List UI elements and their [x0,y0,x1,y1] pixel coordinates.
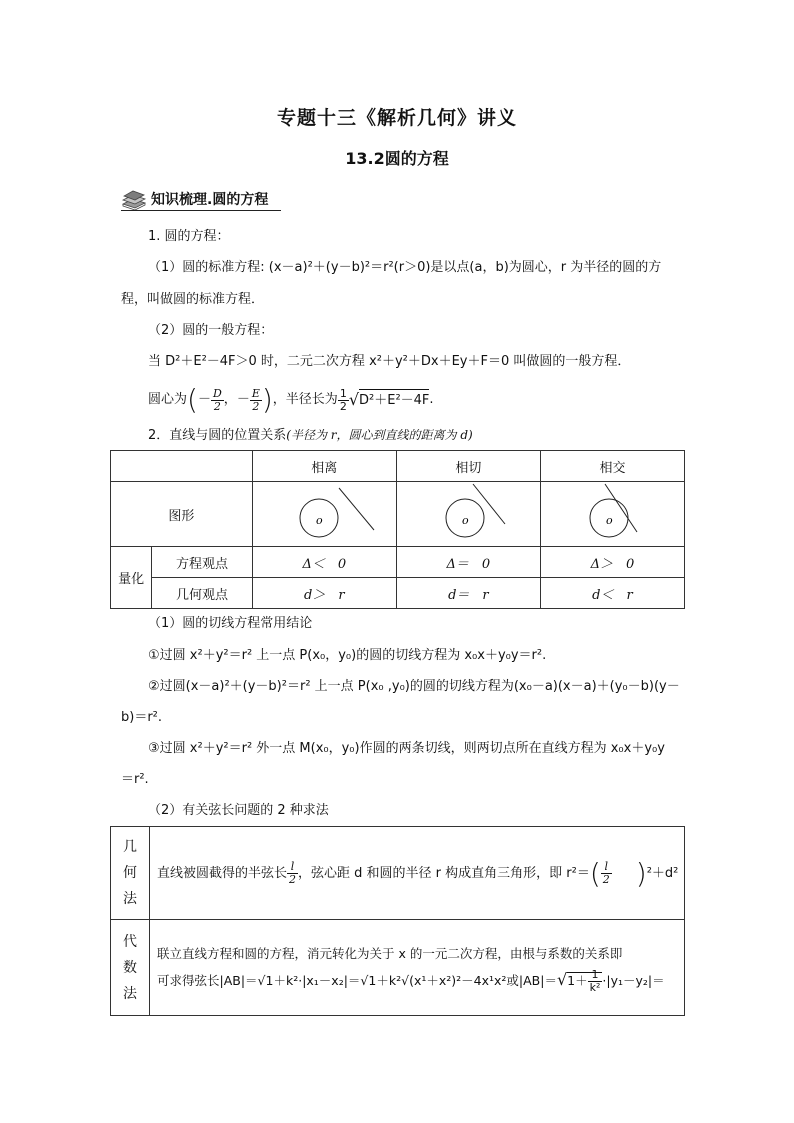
row-geo-label: 几何观点 [152,578,253,609]
alg-k-frac: $\frac{1}{\text{k²}}$ [589,968,601,994]
tangent-heading: （1）圆的切线方程常用结论 [148,616,313,631]
chord-methods-table [110,826,685,1016]
geo-intersect: d＜ r [540,578,684,609]
alg-line2: 可求得弦长|AB|＝√1＋k²·|x₁－x₂|＝√1＋k²√(x¹＋x²)²－4x¹x²或|AB|＝√1＋ $\frac{1}{\text{k²}}$ ·|y₁－y₂|＝ [157,968,665,994]
part2-note: (半径为 r，圆心到直线的距离为 d) [286,428,473,442]
part2-heading: 2．直线与圆的位置关系 [148,428,287,443]
row-eq-label: 方程观点 [152,547,253,578]
center-comma: ， [223,392,237,407]
diagram-separate [269,482,379,542]
geo-left-paren: ( [589,856,601,890]
diagram-intersect [557,482,667,542]
general-eq-heading: （2）圆的一般方程： [148,323,274,338]
alg-method-text [150,920,685,1016]
eq-separate: Δ＜ 0 [252,547,396,578]
part2-heading-line [148,425,473,446]
part1-heading: 1. 圆的方程： [148,229,230,244]
center-frac-d: $\frac{D}{2}$ [212,386,222,413]
geo-method-label: 几 何 法 [111,827,150,920]
books-icon [121,188,147,210]
section-label: 知识梳理.圆的方程 [151,192,269,208]
header-separate: 相离 [252,451,396,482]
row-figure-label: 图形 [111,482,253,547]
radius-end: . [429,392,434,407]
standard-eq-line2: 程，叫做圆的标准方程． [121,292,265,307]
geo-right-paren: ) [635,856,647,890]
right-paren: ) [261,383,273,416]
geo-tangent: d＝ r [396,578,540,609]
alg-line1: 联立直线方程和圆的方程，消元转化为关于 x 的一元二次方程，由根与系数的关系即 [157,946,623,961]
eq-tangent: Δ＝ 0 [396,547,540,578]
section-header [121,186,268,212]
header-intersect: 相交 [540,451,684,482]
geo-method-text: 直线被圆截得的半弦长 $\frac{l}{2}$ ，弦心距 d 和圆的半径 r 构成直角三角形，即 r²＝( $\frac{l}{2}$ )²＋d² [150,827,685,920]
left-paren: ( [187,383,198,416]
tangent-line2b: b)＝r². [121,710,163,725]
tangent-line3a: ③过圆 x²＋y²＝r² 外一点 M(x₀，y₀)作圆的两条切线，则两切点所在直线方程为 x₀x＋y₀y [148,741,665,756]
section-underline [121,210,281,211]
header-tangent: 相切 [396,451,540,482]
document-title: 专题十三《解析几何》讲义 [276,107,517,129]
table-corner [111,451,253,482]
geo-separate: d＞ r [252,578,396,609]
standard-eq-line1: （1）圆的标准方程: (x－a)²＋(y－b)²＝r²(r＞0)是以点(a，b)为圆心，r 为半径的圆的方 [148,260,662,275]
center-minus-2: － [236,392,250,407]
diagram-tangent [413,482,523,542]
geo-inner-frac: $\frac{l}{2}$ [602,859,610,886]
half-chord-frac: $\frac{l}{2}$ [289,859,297,886]
center-radius-line [148,383,434,417]
center-o-3: o [606,514,614,527]
center-frac-e: $\frac{E}{2}$ [251,386,260,413]
position-relation-table [110,450,685,609]
figure-intersect [540,482,684,547]
tangent-line1: ①过圆 x²＋y²＝r² 上一点 P(x₀，y₀)的圆的切线方程为 x₀x＋y₀y＝r². [148,648,547,663]
figure-separate [252,482,396,547]
alg-method-label: 代 数 法 [111,920,150,1016]
figure-tangent [396,482,540,547]
center-prefix: 圆心为 [148,392,188,407]
radius-text: ，半径长为 [272,392,338,407]
radius-expr: D²＋E²－4F [359,389,429,411]
chord-heading: （2）有关弦长问题的 2 种求法 [148,803,329,818]
section-subtitle: 13.2圆的方程 [345,149,449,168]
center-o-2: o [462,514,469,527]
center-o-1: o [316,514,323,527]
center-minus-1: － [197,392,211,407]
sqrt-sign: √ [348,390,360,409]
tangent-line2a: ②过圆(x－a)²＋(y－b)²＝r² 上一点 P(x₀ ,y₀)的圆的切线方程为(x₀－a)(x－a)＋(y₀－b)(y－ [148,679,680,694]
radius-frac: $\frac{1}{2}$ [339,386,347,413]
group-label: 量化 [111,547,152,609]
eq-intersect: Δ＞ 0 [540,547,684,578]
tangent-line3b: ＝r². [121,772,149,787]
general-eq-line: 当 D²＋E²－4F＞0 时，二元二次方程 x²＋y²＋Dx＋Ey＋F＝0 叫做圆的一般方程． [148,354,631,369]
